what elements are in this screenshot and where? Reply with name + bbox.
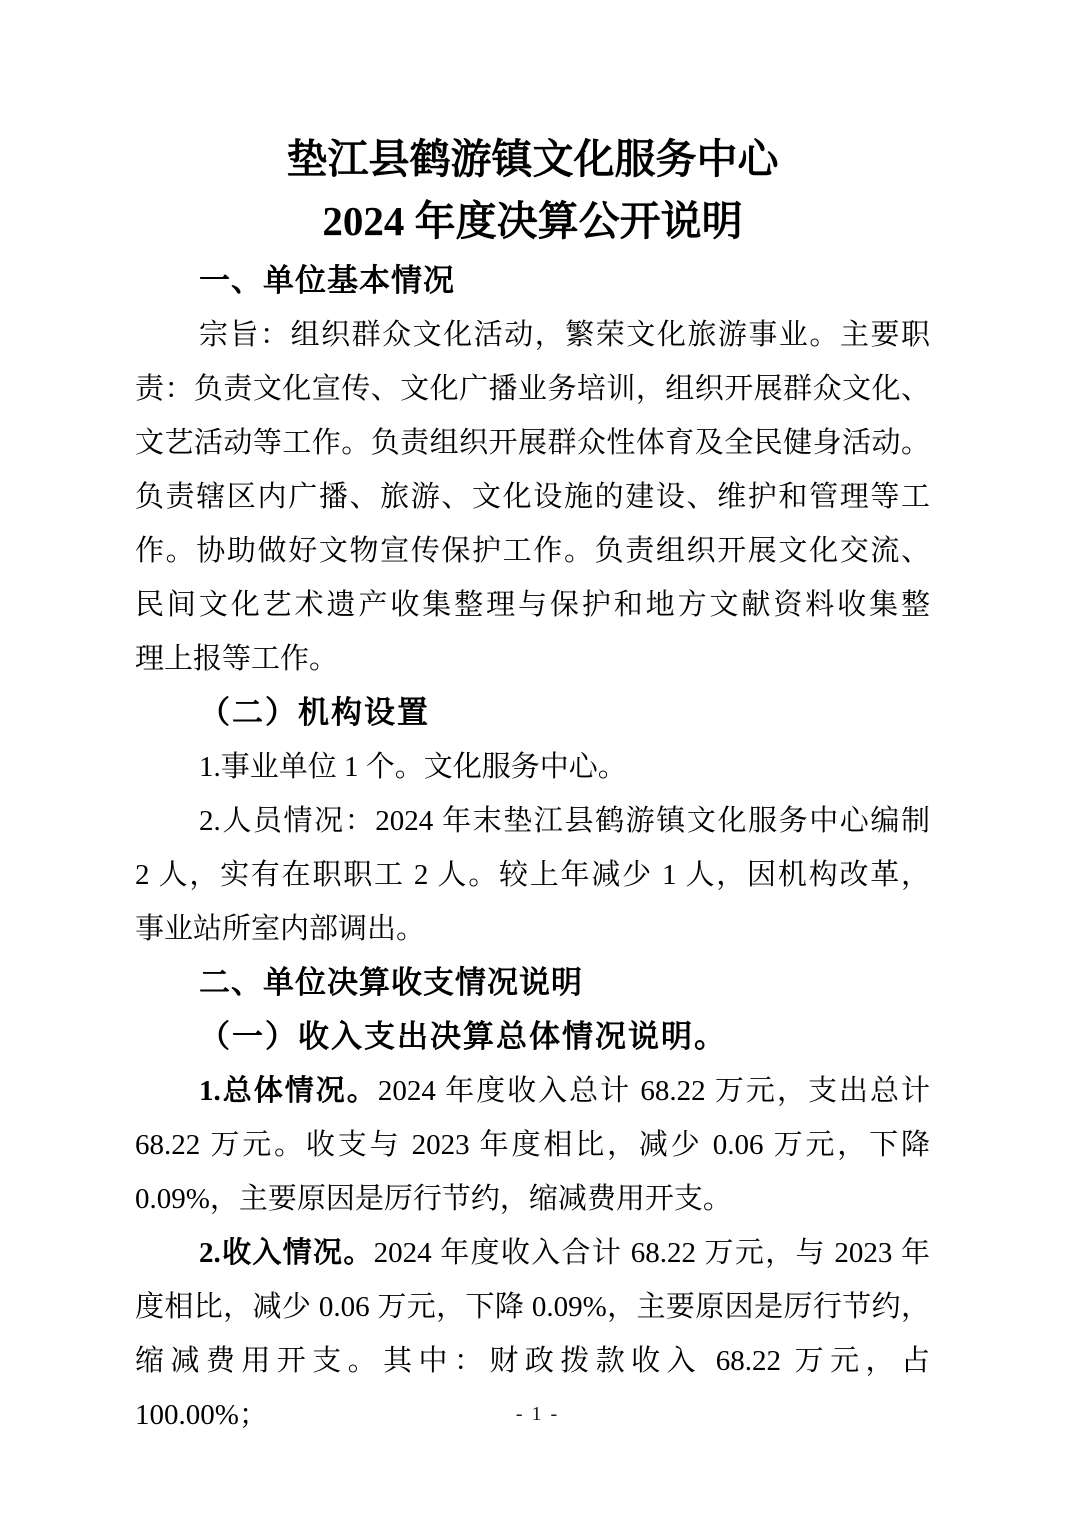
section-heading xyxy=(135,956,930,1010)
text-segment: 68.22 万元。收支与 2023 年度相比，减少 0.06 万元，下降 xyxy=(135,1129,930,1161)
section-heading xyxy=(135,686,930,740)
section-heading xyxy=(135,254,930,308)
text-segment: 宗旨：组织群众文化活动，繁荣文化旅游事业。主要职 xyxy=(199,319,930,351)
text-segment: 0.09%，主要原因是厉行节约，缩减费用开支。 xyxy=(135,1183,732,1215)
text-line xyxy=(135,902,930,956)
text-segment: 1.总体情况。 xyxy=(199,1075,378,1107)
text-segment: 责：负责文化宣传、文化广播业务培训，组织开展群众文化、 xyxy=(135,373,930,405)
text-segment: 一、单位基本情况 xyxy=(199,263,455,298)
text-line xyxy=(135,1280,930,1334)
text-line xyxy=(135,578,930,632)
text-segment: 2 人，实有在职职工 2 人。较上年减少 1 人，因机构改革， xyxy=(135,859,930,891)
section-heading xyxy=(135,1010,930,1064)
text-segment: 理上报等工作。 xyxy=(135,643,339,675)
text-segment: 1.事业单位 1 个。文化服务中心。 xyxy=(199,751,627,783)
text-line xyxy=(135,524,930,578)
text-line xyxy=(135,848,930,902)
text-segment: 2.收入情况。 xyxy=(199,1237,374,1269)
doc-title-line-1: 垫江县鹤游镇文化服务中心 xyxy=(286,136,779,182)
text-segment: 作。协助做好文物宣传保护工作。负责组织开展文化交流、 xyxy=(135,535,930,567)
text-line xyxy=(135,416,930,470)
text-line xyxy=(135,1172,930,1226)
body-lines xyxy=(135,254,930,1431)
page-number: - 1 - xyxy=(515,1403,560,1425)
doc-title xyxy=(135,128,930,252)
text-line xyxy=(135,1118,930,1172)
text-segment: 负责辖区内广播、旅游、文化设施的建设、维护和管理等工 xyxy=(135,481,930,513)
text-line xyxy=(135,794,930,848)
text-line xyxy=(135,740,930,794)
text-line xyxy=(135,1226,930,1280)
text-segment: 事业站所室内部调出。 xyxy=(135,913,426,945)
text-segment: 2024 年度收入总计 68.22 万元，支出总计 xyxy=(377,1075,930,1107)
text-line xyxy=(135,1334,930,1431)
document-content xyxy=(135,128,930,1431)
text-segment: 二、单位决算收支情况说明 xyxy=(199,965,583,1000)
text-segment: （二）机构设置 xyxy=(199,695,430,730)
text-line xyxy=(135,632,930,686)
text-segment: 文艺活动等工作。负责组织开展群众性体育及全民健身活动。 xyxy=(135,427,930,459)
text-segment: 缩减费用开支。其中：财政拨款收入 68.22 万元，占 100.00%； xyxy=(135,1345,930,1431)
text-line xyxy=(135,1064,930,1118)
text-segment: （一）收入支出决算总体情况说明。 xyxy=(199,1019,727,1054)
text-line xyxy=(135,470,930,524)
text-line xyxy=(135,362,930,416)
doc-title-line-2: 2024 年度决算公开说明 xyxy=(322,198,743,244)
text-segment: 度相比，减少 0.06 万元，下降 0.09%，主要原因是厉行节约， xyxy=(135,1291,930,1323)
text-segment: 2.人员情况：2024 年末垫江县鹤游镇文化服务中心编制 xyxy=(199,805,930,837)
text-segment: 2024 年度收入合计 68.22 万元，与 2023 年 xyxy=(373,1237,930,1269)
text-line xyxy=(135,308,930,362)
text-segment: 民间文化艺术遗产收集整理与保护和地方文献资料收集整 xyxy=(135,589,930,621)
